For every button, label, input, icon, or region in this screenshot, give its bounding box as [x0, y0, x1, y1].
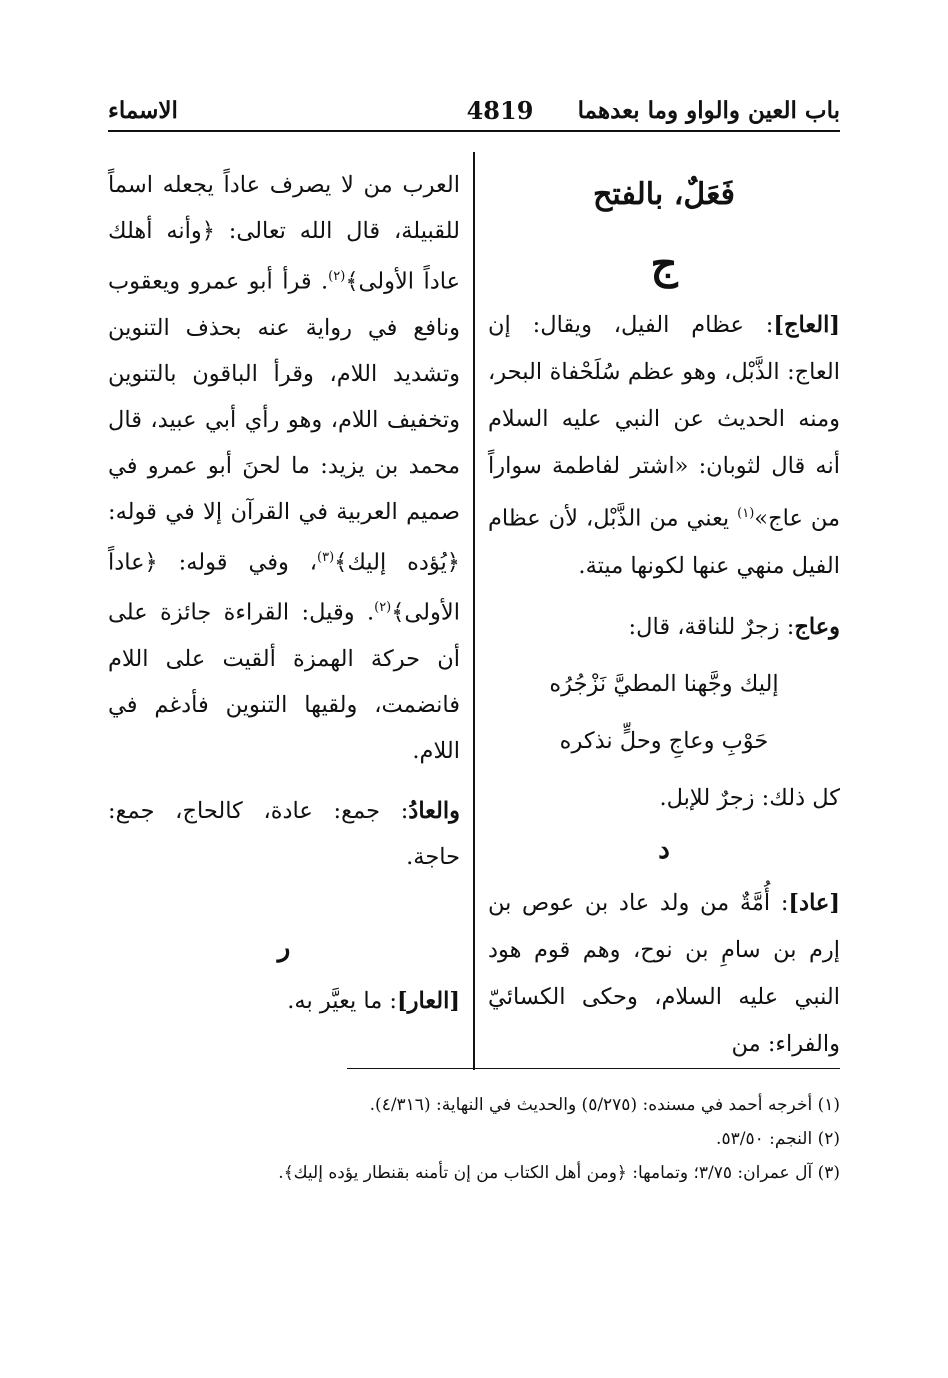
entry-term: [عاد] — [788, 889, 840, 916]
running-header-section: الاسماء — [108, 97, 178, 124]
entry-aj — [488, 604, 840, 651]
right-column — [488, 158, 840, 1068]
entry-text: : زجرٌ للناقة، قال: — [628, 613, 795, 640]
entry-text: العرب من لا يصرف عاداً يجعله اسماً للقبيلة، قال الله تعالى: ﴿وأنه أهلك عاداً الأولى﴾ — [108, 172, 460, 295]
entry-text: . قرأ أبو عمرو ويعقوب ونافع في رواية عنه بحذف التنوين وتشديد اللام، وقرأ الباقون بالتنوين وتخفيف اللام، وهو رأي أبي عبيد، قال محمد بن يزيد: ما لحنَ أبو عمرو في صميم العربية في القرآن إلا في قوله: ﴿يُؤده إليك﴾ — [108, 268, 460, 575]
poem-line: حَوْبِ وعاجِ وحلٍّ نذكره — [559, 727, 769, 754]
column-divider — [473, 152, 475, 1070]
letter-heading-ra: ر — [277, 932, 291, 963]
entry-text: : جمع: عادة، كالحاج، جمع: حاجة. — [108, 797, 460, 870]
header-rule — [108, 130, 840, 132]
section-title: فَعَلٌ، بالفتح — [593, 177, 735, 212]
entry-continuation — [108, 162, 460, 774]
entry-text: ، وفي قوله: ﴿عاداً الأولى﴾ — [108, 549, 460, 626]
entry-term: وعاج — [794, 613, 840, 640]
letter-heading-dal: د — [658, 834, 670, 865]
footnote-ref: (٣) — [317, 549, 335, 565]
letter-heading-jim: ج — [650, 239, 678, 288]
page-number: 4819 — [466, 96, 534, 125]
entry-text: يعني من الذَّبْل، لأن عظام الفيل منهي عنها لكونها ميتة. — [488, 505, 840, 579]
entry-text: كل ذلك: زجرٌ للإبل. — [659, 784, 840, 811]
entry-al-aar — [108, 978, 460, 1024]
entry-al-aj — [488, 302, 840, 590]
footnotes — [108, 1088, 840, 1190]
footnote-separator — [347, 1068, 840, 1069]
running-header-chapter: باب العين والواو وما بعدهما — [577, 97, 840, 124]
entry-text: : ما يعيَّر به. — [287, 987, 398, 1014]
entry-term: [العاج] — [773, 312, 840, 338]
left-column — [108, 162, 460, 1024]
footnote-ref: (٢) — [328, 269, 346, 284]
entry-text: : أُمَّةٌ من ولد عاد بن عوص بن إرم بن سامِ بن نوح، وهم قوم هود النبي عليه السلام، وحكى الكسائيّ والفراء: من — [488, 889, 840, 1057]
footnote-ref: (١) — [737, 506, 755, 521]
entry-text: : عظام الفيل، ويقال: إن العاج: الذَّبْل، وهو عظم سُلَحْفاة البحر، ومنه الحديث عن النبي عليه السلام أنه قال لثوبان: «اشتر لفاطمة سواراً من عاج» — [488, 312, 841, 532]
entry-al-aad — [108, 788, 460, 880]
footnote: (١) أخرجه أحمد في مسنده: (٥/٢٧٥) والحديث في النهاية: (٤/٣١٦). — [369, 1095, 840, 1115]
entry-text: . وقيل: القراءة جائزة على أن حركة الهمزة ألقيت على اللام فانضمت، ولقيها التنوين فأدغم في اللام. — [108, 599, 460, 764]
poem-line: إليك وجَّهنا المطيَّ نَزْجُرُه — [549, 670, 779, 697]
entry-aad — [488, 880, 840, 1068]
entry-term: والعادُ — [408, 797, 460, 824]
entry-term: [العار] — [397, 987, 460, 1014]
footnote: (٢) النجم: ٥٣/٥٠. — [716, 1129, 840, 1149]
footnote-ref: (٢) — [374, 600, 392, 615]
footnote: (٣) آل عمران: ٣/٧٥؛ وتمامها: ﴿ومن أهل الكتاب من إن تأمنه بقنطار يؤده إليك﴾. — [278, 1163, 840, 1183]
